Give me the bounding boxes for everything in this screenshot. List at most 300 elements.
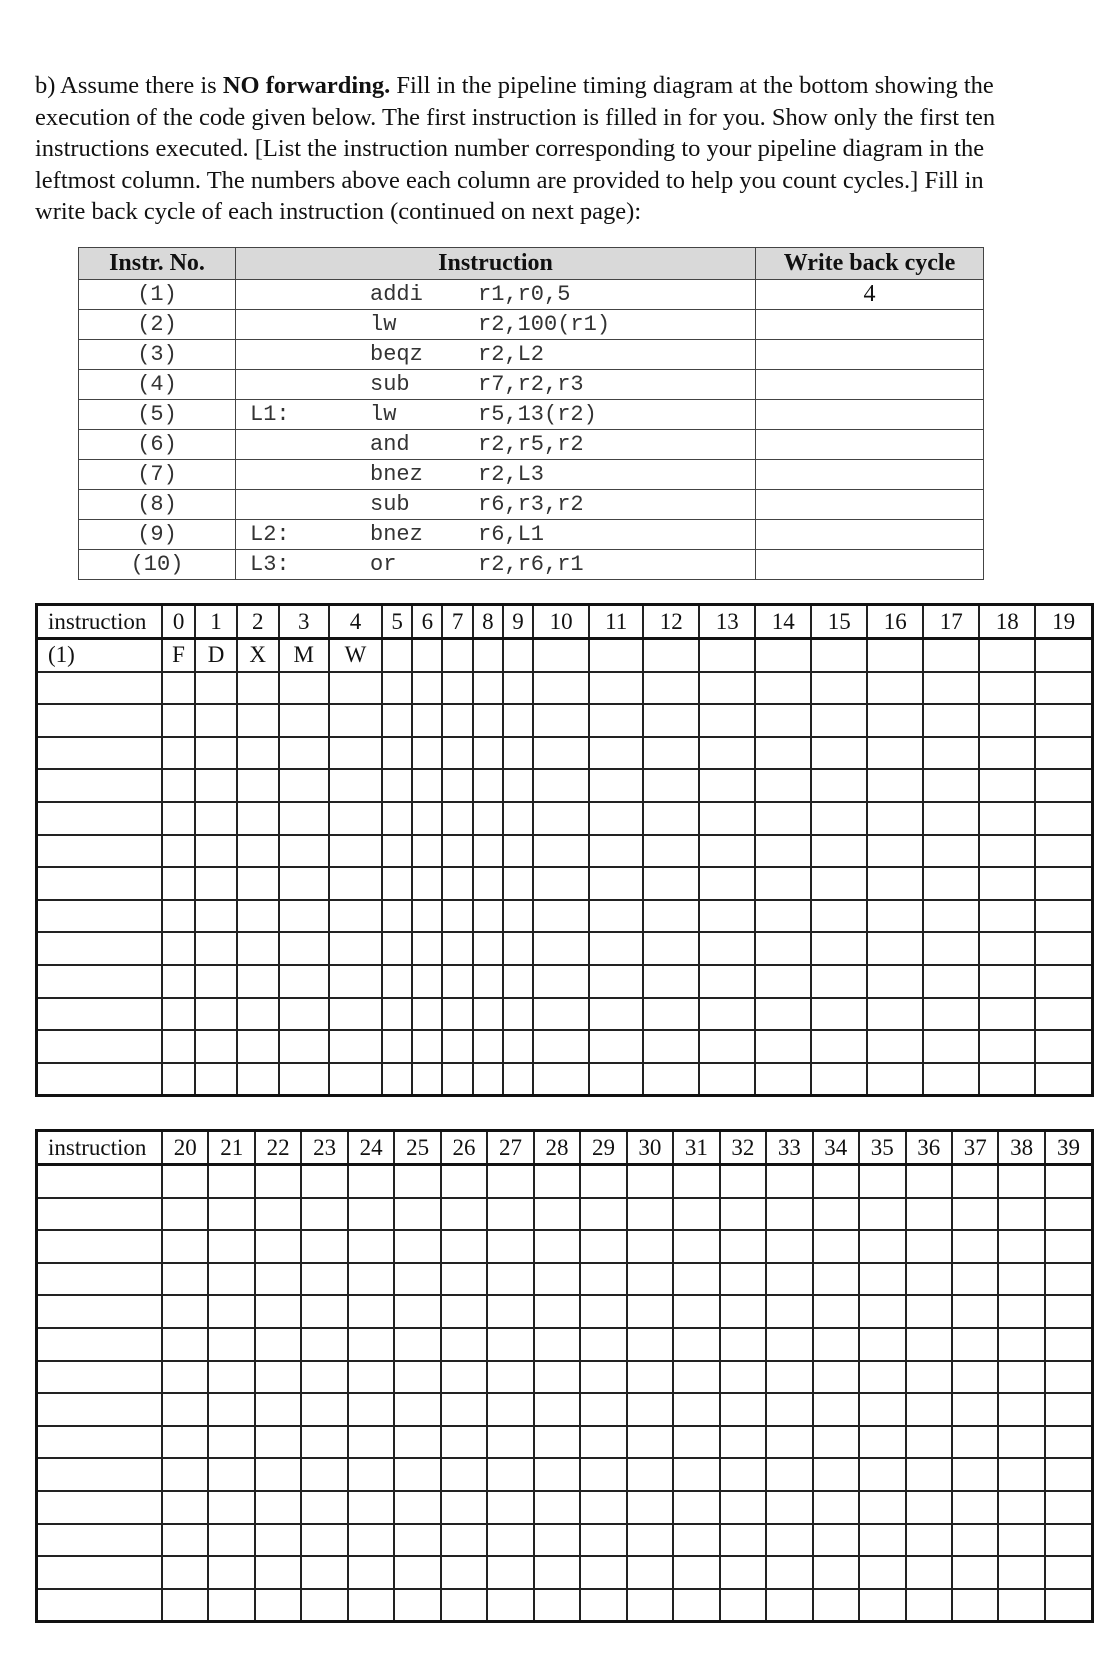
grid-stage-cell[interactable]: [699, 932, 755, 965]
grid-stage-cell[interactable]: [348, 1589, 394, 1622]
grid-stage-cell[interactable]: [162, 900, 195, 933]
grid-stage-cell[interactable]: [329, 932, 382, 965]
grid-stage-cell[interactable]: [503, 998, 533, 1031]
grid-stage-cell[interactable]: [720, 1361, 766, 1394]
grid-stage-cell[interactable]: [487, 1524, 533, 1557]
grid-stage-cell[interactable]: [441, 1361, 487, 1394]
grid-stage-cell[interactable]: [766, 1198, 812, 1231]
grid-stage-cell[interactable]: [589, 1030, 643, 1063]
grid-stage-cell[interactable]: [813, 1589, 859, 1622]
grid-stage-cell[interactable]: [279, 998, 329, 1031]
grid-stage-cell[interactable]: [442, 672, 472, 705]
grid-stage-cell[interactable]: [348, 1230, 394, 1263]
grid-stage-cell[interactable]: [534, 1524, 580, 1557]
grid-stage-cell[interactable]: [503, 932, 533, 965]
grid-stage-cell[interactable]: [162, 704, 195, 737]
grid-stage-cell[interactable]: [348, 1393, 394, 1426]
grid-instr-cell[interactable]: [37, 1589, 163, 1622]
grid-stage-cell[interactable]: [998, 1230, 1044, 1263]
grid-stage-cell[interactable]: [813, 1295, 859, 1328]
grid-stage-cell[interactable]: [627, 1393, 673, 1426]
grid-instr-cell[interactable]: [37, 1393, 163, 1426]
grid-stage-cell[interactable]: D: [195, 639, 237, 672]
grid-stage-cell[interactable]: [1035, 965, 1092, 998]
grid-stage-cell[interactable]: [301, 1165, 347, 1198]
grid-stage-cell[interactable]: [394, 1426, 440, 1459]
grid-stage-cell[interactable]: [442, 769, 472, 802]
grid-stage-cell[interactable]: [237, 1063, 279, 1096]
grid-stage-cell[interactable]: [162, 1295, 208, 1328]
grid-stage-cell[interactable]: [755, 835, 811, 868]
grid-stage-cell[interactable]: [329, 900, 382, 933]
grid-stage-cell[interactable]: [673, 1393, 719, 1426]
grid-stage-cell[interactable]: [503, 802, 533, 835]
grid-stage-cell[interactable]: [643, 867, 699, 900]
grid-stage-cell[interactable]: [534, 1393, 580, 1426]
grid-stage-cell[interactable]: [503, 769, 533, 802]
grid-stage-cell[interactable]: [867, 672, 923, 705]
writeback-input[interactable]: [756, 310, 984, 340]
grid-stage-cell[interactable]: [195, 835, 237, 868]
grid-stage-cell[interactable]: [442, 704, 472, 737]
grid-stage-cell[interactable]: [755, 965, 811, 998]
grid-stage-cell[interactable]: [979, 965, 1035, 998]
grid-stage-cell[interactable]: [195, 802, 237, 835]
grid-stage-cell[interactable]: [673, 1589, 719, 1622]
grid-instr-cell[interactable]: [37, 802, 163, 835]
grid-stage-cell[interactable]: [952, 1589, 998, 1622]
grid-stage-cell[interactable]: [979, 1063, 1035, 1096]
grid-stage-cell[interactable]: [442, 802, 472, 835]
grid-stage-cell[interactable]: [533, 835, 589, 868]
grid-stage-cell[interactable]: [237, 672, 279, 705]
grid-stage-cell[interactable]: [394, 1393, 440, 1426]
grid-stage-cell[interactable]: [237, 835, 279, 868]
grid-stage-cell[interactable]: [755, 737, 811, 770]
grid-stage-cell[interactable]: [1035, 672, 1092, 705]
grid-stage-cell[interactable]: [952, 1230, 998, 1263]
grid-stage-cell[interactable]: [755, 998, 811, 1031]
grid-stage-cell[interactable]: [208, 1426, 254, 1459]
grid-stage-cell[interactable]: [923, 932, 979, 965]
grid-stage-cell[interactable]: [859, 1295, 905, 1328]
grid-stage-cell[interactable]: [906, 1556, 952, 1589]
grid-instr-cell[interactable]: [37, 769, 163, 802]
grid-stage-cell[interactable]: [255, 1328, 301, 1361]
grid-stage-cell[interactable]: [1035, 802, 1092, 835]
grid-stage-cell[interactable]: [867, 802, 923, 835]
grid-stage-cell[interactable]: [811, 867, 867, 900]
grid-stage-cell[interactable]: [867, 835, 923, 868]
grid-stage-cell[interactable]: [580, 1393, 626, 1426]
grid-stage-cell[interactable]: [720, 1458, 766, 1491]
grid-stage-cell[interactable]: [979, 835, 1035, 868]
grid-stage-cell[interactable]: [923, 802, 979, 835]
grid-stage-cell[interactable]: [208, 1295, 254, 1328]
grid-stage-cell[interactable]: [699, 802, 755, 835]
grid-stage-cell[interactable]: [382, 769, 412, 802]
grid-stage-cell[interactable]: [237, 965, 279, 998]
grid-stage-cell[interactable]: [412, 965, 442, 998]
grid-stage-cell[interactable]: [952, 1165, 998, 1198]
grid-stage-cell[interactable]: [906, 1230, 952, 1263]
grid-stage-cell[interactable]: [906, 1328, 952, 1361]
grid-stage-cell[interactable]: [811, 704, 867, 737]
grid-stage-cell[interactable]: [923, 867, 979, 900]
grid-stage-cell[interactable]: [534, 1328, 580, 1361]
grid-stage-cell[interactable]: [348, 1165, 394, 1198]
grid-stage-cell[interactable]: [673, 1458, 719, 1491]
grid-stage-cell[interactable]: [412, 835, 442, 868]
grid-instr-cell[interactable]: [37, 1328, 163, 1361]
grid-stage-cell[interactable]: [643, 900, 699, 933]
grid-stage-cell[interactable]: [412, 802, 442, 835]
grid-stage-cell[interactable]: [195, 998, 237, 1031]
grid-stage-cell[interactable]: [394, 1165, 440, 1198]
grid-stage-cell[interactable]: [859, 1556, 905, 1589]
grid-stage-cell[interactable]: [859, 1263, 905, 1296]
grid-stage-cell[interactable]: [473, 672, 503, 705]
grid-stage-cell[interactable]: [394, 1230, 440, 1263]
grid-stage-cell[interactable]: [1035, 998, 1092, 1031]
grid-stage-cell[interactable]: [301, 1263, 347, 1296]
grid-stage-cell[interactable]: [237, 704, 279, 737]
grid-stage-cell[interactable]: [208, 1393, 254, 1426]
grid-stage-cell[interactable]: [301, 1589, 347, 1622]
grid-stage-cell[interactable]: [208, 1524, 254, 1557]
grid-stage-cell[interactable]: [503, 835, 533, 868]
grid-stage-cell[interactable]: [923, 1063, 979, 1096]
grid-stage-cell[interactable]: [487, 1230, 533, 1263]
grid-stage-cell[interactable]: [643, 1030, 699, 1063]
grid-stage-cell[interactable]: [1045, 1524, 1093, 1557]
grid-stage-cell[interactable]: [813, 1458, 859, 1491]
grid-stage-cell[interactable]: [589, 1063, 643, 1096]
grid-stage-cell[interactable]: [279, 932, 329, 965]
grid-stage-cell[interactable]: [503, 867, 533, 900]
grid-instr-cell[interactable]: (1): [37, 639, 163, 672]
grid-stage-cell[interactable]: [487, 1393, 533, 1426]
grid-stage-cell[interactable]: [699, 737, 755, 770]
grid-stage-cell[interactable]: [699, 1030, 755, 1063]
grid-stage-cell[interactable]: [580, 1491, 626, 1524]
grid-stage-cell[interactable]: [580, 1524, 626, 1557]
grid-stage-cell[interactable]: [237, 867, 279, 900]
grid-stage-cell[interactable]: [923, 900, 979, 933]
grid-stage-cell[interactable]: [255, 1393, 301, 1426]
grid-stage-cell[interactable]: [811, 1063, 867, 1096]
grid-stage-cell[interactable]: [755, 639, 811, 672]
grid-stage-cell[interactable]: [279, 737, 329, 770]
grid-stage-cell[interactable]: [279, 704, 329, 737]
grid-stage-cell[interactable]: [255, 1491, 301, 1524]
grid-stage-cell[interactable]: [534, 1295, 580, 1328]
grid-instr-cell[interactable]: [37, 998, 163, 1031]
grid-stage-cell[interactable]: [643, 672, 699, 705]
grid-stage-cell[interactable]: [473, 1030, 503, 1063]
grid-stage-cell[interactable]: [643, 769, 699, 802]
grid-stage-cell[interactable]: M: [279, 639, 329, 672]
grid-stage-cell[interactable]: [755, 769, 811, 802]
grid-stage-cell[interactable]: [162, 1589, 208, 1622]
grid-instr-cell[interactable]: [37, 1165, 163, 1198]
grid-stage-cell[interactable]: X: [237, 639, 279, 672]
grid-stage-cell[interactable]: [589, 672, 643, 705]
grid-stage-cell[interactable]: [534, 1589, 580, 1622]
grid-stage-cell[interactable]: [162, 867, 195, 900]
grid-instr-cell[interactable]: [37, 1230, 163, 1263]
grid-stage-cell[interactable]: [952, 1328, 998, 1361]
grid-stage-cell[interactable]: [1035, 1063, 1092, 1096]
grid-stage-cell[interactable]: [412, 1063, 442, 1096]
grid-stage-cell[interactable]: [755, 932, 811, 965]
grid-stage-cell[interactable]: [162, 737, 195, 770]
grid-stage-cell[interactable]: [979, 769, 1035, 802]
grid-stage-cell[interactable]: [755, 704, 811, 737]
grid-stage-cell[interactable]: [473, 900, 503, 933]
grid-stage-cell[interactable]: [348, 1361, 394, 1394]
grid-stage-cell[interactable]: [533, 802, 589, 835]
grid-stage-cell[interactable]: [755, 802, 811, 835]
grid-stage-cell[interactable]: [329, 1063, 382, 1096]
grid-stage-cell[interactable]: [1045, 1230, 1093, 1263]
grid-stage-cell[interactable]: [441, 1295, 487, 1328]
grid-stage-cell[interactable]: [867, 998, 923, 1031]
grid-stage-cell[interactable]: [673, 1263, 719, 1296]
grid-stage-cell[interactable]: [382, 867, 412, 900]
grid-instr-cell[interactable]: [37, 965, 163, 998]
grid-stage-cell[interactable]: [998, 1589, 1044, 1622]
grid-stage-cell[interactable]: [720, 1589, 766, 1622]
grid-stage-cell[interactable]: [867, 769, 923, 802]
grid-stage-cell[interactable]: [534, 1230, 580, 1263]
grid-stage-cell[interactable]: [766, 1361, 812, 1394]
grid-stage-cell[interactable]: [412, 932, 442, 965]
grid-stage-cell[interactable]: [589, 998, 643, 1031]
grid-stage-cell[interactable]: [394, 1328, 440, 1361]
grid-stage-cell[interactable]: [580, 1165, 626, 1198]
grid-stage-cell[interactable]: [589, 835, 643, 868]
grid-stage-cell[interactable]: [906, 1295, 952, 1328]
grid-stage-cell[interactable]: [162, 835, 195, 868]
grid-stage-cell[interactable]: [699, 1063, 755, 1096]
grid-stage-cell[interactable]: [580, 1328, 626, 1361]
grid-stage-cell[interactable]: [998, 1263, 1044, 1296]
grid-stage-cell[interactable]: [755, 900, 811, 933]
grid-stage-cell[interactable]: [473, 867, 503, 900]
grid-stage-cell[interactable]: [301, 1198, 347, 1231]
grid-stage-cell[interactable]: [813, 1426, 859, 1459]
grid-stage-cell[interactable]: [279, 672, 329, 705]
grid-stage-cell[interactable]: [237, 737, 279, 770]
grid-stage-cell[interactable]: [811, 900, 867, 933]
grid-stage-cell[interactable]: [699, 704, 755, 737]
grid-stage-cell[interactable]: [580, 1589, 626, 1622]
grid-stage-cell[interactable]: [394, 1295, 440, 1328]
grid-stage-cell[interactable]: [442, 835, 472, 868]
grid-stage-cell[interactable]: [348, 1328, 394, 1361]
grid-stage-cell[interactable]: [382, 900, 412, 933]
grid-stage-cell[interactable]: [1045, 1328, 1093, 1361]
grid-stage-cell[interactable]: [255, 1556, 301, 1589]
grid-stage-cell[interactable]: [979, 704, 1035, 737]
grid-stage-cell[interactable]: [643, 932, 699, 965]
grid-stage-cell[interactable]: [162, 998, 195, 1031]
grid-stage-cell[interactable]: [699, 639, 755, 672]
grid-stage-cell[interactable]: [673, 1328, 719, 1361]
grid-stage-cell[interactable]: [195, 900, 237, 933]
grid-stage-cell[interactable]: [627, 1458, 673, 1491]
grid-stage-cell[interactable]: [998, 1393, 1044, 1426]
grid-stage-cell[interactable]: [195, 1030, 237, 1063]
grid-stage-cell[interactable]: [382, 932, 412, 965]
grid-stage-cell[interactable]: [195, 737, 237, 770]
grid-stage-cell[interactable]: [923, 672, 979, 705]
grid-stage-cell[interactable]: [382, 1030, 412, 1063]
grid-stage-cell[interactable]: [906, 1589, 952, 1622]
grid-stage-cell[interactable]: [329, 965, 382, 998]
grid-stage-cell[interactable]: [301, 1426, 347, 1459]
grid-stage-cell[interactable]: [162, 965, 195, 998]
grid-stage-cell[interactable]: [442, 1030, 472, 1063]
grid-stage-cell[interactable]: [952, 1556, 998, 1589]
grid-stage-cell[interactable]: [348, 1426, 394, 1459]
grid-stage-cell[interactable]: [580, 1230, 626, 1263]
writeback-input[interactable]: [756, 430, 984, 460]
grid-stage-cell[interactable]: [979, 737, 1035, 770]
grid-stage-cell[interactable]: [643, 737, 699, 770]
grid-stage-cell[interactable]: [301, 1458, 347, 1491]
writeback-input[interactable]: [756, 400, 984, 430]
grid-stage-cell[interactable]: [867, 965, 923, 998]
grid-stage-cell[interactable]: [643, 704, 699, 737]
grid-stage-cell[interactable]: [979, 998, 1035, 1031]
grid-instr-cell[interactable]: [37, 672, 163, 705]
grid-stage-cell[interactable]: [766, 1458, 812, 1491]
grid-stage-cell[interactable]: [923, 769, 979, 802]
grid-stage-cell[interactable]: [301, 1361, 347, 1394]
grid-stage-cell[interactable]: [503, 1063, 533, 1096]
grid-stage-cell[interactable]: [580, 1361, 626, 1394]
grid-stage-cell[interactable]: [952, 1263, 998, 1296]
grid-stage-cell[interactable]: [1045, 1165, 1093, 1198]
grid-stage-cell[interactable]: [301, 1524, 347, 1557]
grid-instr-cell[interactable]: [37, 737, 163, 770]
grid-stage-cell[interactable]: [1035, 639, 1092, 672]
grid-stage-cell[interactable]: [162, 802, 195, 835]
grid-stage-cell[interactable]: [348, 1458, 394, 1491]
grid-stage-cell[interactable]: [329, 737, 382, 770]
grid-stage-cell[interactable]: [627, 1328, 673, 1361]
grid-stage-cell[interactable]: [487, 1263, 533, 1296]
grid-stage-cell[interactable]: [208, 1165, 254, 1198]
grid-stage-cell[interactable]: [534, 1458, 580, 1491]
grid-stage-cell[interactable]: [533, 769, 589, 802]
grid-stage-cell[interactable]: [1045, 1426, 1093, 1459]
grid-stage-cell[interactable]: [441, 1458, 487, 1491]
grid-stage-cell[interactable]: [720, 1426, 766, 1459]
grid-stage-cell[interactable]: [195, 769, 237, 802]
grid-stage-cell[interactable]: [859, 1230, 905, 1263]
grid-stage-cell[interactable]: [859, 1165, 905, 1198]
grid-stage-cell[interactable]: [580, 1198, 626, 1231]
grid-stage-cell[interactable]: [329, 998, 382, 1031]
grid-stage-cell[interactable]: [329, 769, 382, 802]
grid-stage-cell[interactable]: [441, 1556, 487, 1589]
grid-stage-cell[interactable]: [487, 1361, 533, 1394]
grid-instr-cell[interactable]: [37, 900, 163, 933]
grid-stage-cell[interactable]: [487, 1491, 533, 1524]
grid-stage-cell[interactable]: [589, 965, 643, 998]
grid-stage-cell[interactable]: [923, 704, 979, 737]
grid-stage-cell[interactable]: [1035, 835, 1092, 868]
grid-stage-cell[interactable]: [487, 1328, 533, 1361]
grid-stage-cell[interactable]: [699, 867, 755, 900]
grid-stage-cell[interactable]: [673, 1361, 719, 1394]
grid-stage-cell[interactable]: [627, 1524, 673, 1557]
grid-stage-cell[interactable]: [952, 1295, 998, 1328]
grid-stage-cell[interactable]: [952, 1458, 998, 1491]
grid-stage-cell[interactable]: [1045, 1295, 1093, 1328]
grid-stage-cell[interactable]: [699, 900, 755, 933]
grid-instr-cell[interactable]: [37, 1030, 163, 1063]
grid-stage-cell[interactable]: [859, 1393, 905, 1426]
grid-stage-cell[interactable]: [699, 769, 755, 802]
grid-stage-cell[interactable]: [580, 1295, 626, 1328]
grid-stage-cell[interactable]: W: [329, 639, 382, 672]
grid-stage-cell[interactable]: [473, 965, 503, 998]
grid-instr-cell[interactable]: [37, 1063, 163, 1096]
grid-stage-cell[interactable]: [394, 1556, 440, 1589]
grid-stage-cell[interactable]: [394, 1589, 440, 1622]
grid-stage-cell[interactable]: [589, 932, 643, 965]
grid-stage-cell[interactable]: [162, 1524, 208, 1557]
grid-instr-cell[interactable]: [37, 867, 163, 900]
grid-stage-cell[interactable]: [673, 1165, 719, 1198]
grid-stage-cell[interactable]: [952, 1426, 998, 1459]
grid-stage-cell[interactable]: [952, 1198, 998, 1231]
grid-stage-cell[interactable]: [382, 639, 412, 672]
grid-stage-cell[interactable]: [533, 1063, 589, 1096]
grid-stage-cell[interactable]: [394, 1263, 440, 1296]
grid-stage-cell[interactable]: [162, 769, 195, 802]
grid-stage-cell[interactable]: [503, 1030, 533, 1063]
grid-stage-cell[interactable]: [627, 1426, 673, 1459]
grid-stage-cell[interactable]: [441, 1230, 487, 1263]
grid-stage-cell[interactable]: [813, 1263, 859, 1296]
writeback-input[interactable]: 4: [756, 280, 984, 310]
grid-stage-cell[interactable]: [906, 1263, 952, 1296]
grid-stage-cell[interactable]: [237, 998, 279, 1031]
grid-stage-cell[interactable]: [952, 1491, 998, 1524]
grid-stage-cell[interactable]: [394, 1198, 440, 1231]
grid-stage-cell[interactable]: [811, 672, 867, 705]
grid-stage-cell[interactable]: [162, 1230, 208, 1263]
grid-stage-cell[interactable]: [720, 1328, 766, 1361]
grid-stage-cell[interactable]: [906, 1426, 952, 1459]
grid-stage-cell[interactable]: [412, 737, 442, 770]
grid-instr-cell[interactable]: [37, 835, 163, 868]
grid-stage-cell[interactable]: [533, 932, 589, 965]
grid-stage-cell[interactable]: [627, 1589, 673, 1622]
grid-stage-cell[interactable]: [533, 867, 589, 900]
grid-stage-cell[interactable]: [382, 802, 412, 835]
grid-stage-cell[interactable]: [859, 1198, 905, 1231]
grid-stage-cell[interactable]: [923, 639, 979, 672]
grid-stage-cell[interactable]: [766, 1589, 812, 1622]
grid-stage-cell[interactable]: [643, 835, 699, 868]
grid-stage-cell[interactable]: [195, 1063, 237, 1096]
